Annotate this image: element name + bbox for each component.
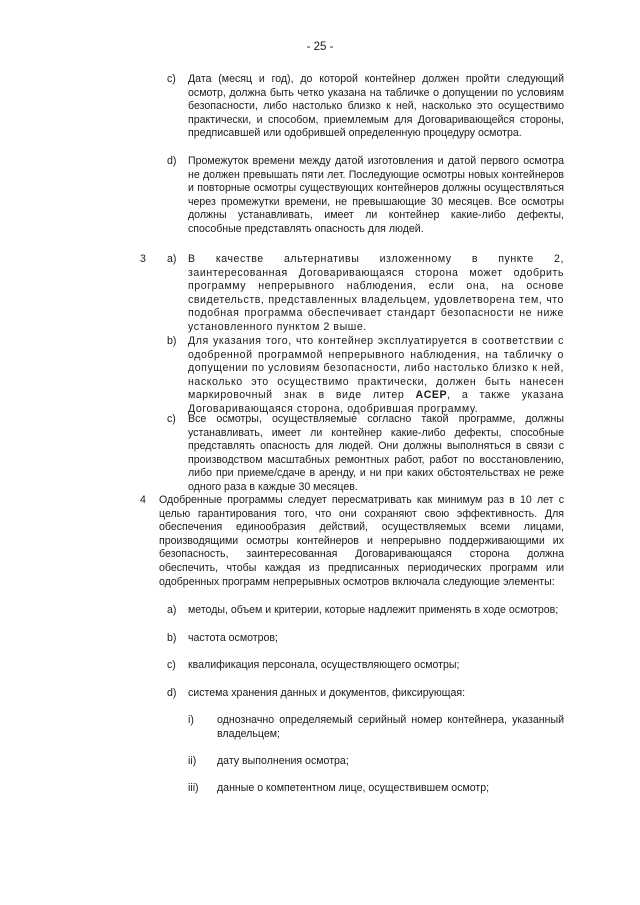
- sublist-text: данные о компетентном лице, осуществившем осмотр;: [217, 782, 490, 794]
- subparagraph-text: Дата (месяц и год), до которой контейнер должен пройти следующий осмотр, должна быть четко указана на табличке о допущении по условиям безопасности, либо настолько близко к ней, насколько это осуществимо практически, и способом, приемлемым для Договаривающейся стороны, предписавшей или одобрившей определенную процедуру осмотра.: [188, 73, 564, 140]
- sublist-marker: iii): [188, 782, 199, 794]
- text-segment: , а также указана Договаривающаяся сторона, одобрившая программу.: [188, 389, 564, 415]
- subparagraph-text: Промежуток времени между датой изготовления и датой первого осмотра не должен превышать пяти лет. Последующие осмотры новых контейнеров и повторные осмотры существующих контейнеров должны осуществляться через промежутки времени, не превышающие 30 месяцев. Все осмотры должны устанавливать, имеет ли контейнер какие-либо дефекты, способные представлять опасность для людей.: [188, 155, 564, 235]
- subparagraph-text: [188, 335, 564, 417]
- list-text: квалификация персонала, осуществляющего осмотры;: [188, 659, 460, 671]
- sublist-text: дату выполнения осмотра;: [217, 755, 349, 767]
- text-segment: Для указания того, что контейнер эксплуатируется в соответствии с одобренной программой непрерывного наблюдения, на табличку о допущении по условиям безопасности, либо настолько близко к ней, насколько это осуществимо практически, должен быть нанесен маркировочный знак в виде литер: [188, 335, 564, 402]
- subparagraph-marker: b): [167, 335, 177, 347]
- list-marker: a): [167, 604, 177, 616]
- subparagraph-marker: c): [167, 73, 176, 85]
- page-number: - 25 -: [306, 41, 334, 53]
- paragraph-number: 3: [140, 253, 146, 265]
- subparagraph-marker: d): [167, 155, 177, 167]
- list-marker: b): [167, 632, 177, 644]
- sublist-marker: ii): [188, 755, 197, 767]
- subparagraph-text: Все осмотры, осуществляемые согласно такой программе, должны устанавливать, имеет ли контейнер какие-либо дефекты, способные представлять опасность для людей. Они должны выполняться в связи с производством масштабных ремонтных работ, работ по восстановлению, либо при приеме/сдаче в аренду, и ни при каких обстоятельствах не реже одного раза в каждые 30 месяцев.: [188, 413, 564, 493]
- paragraph-text: Одобренные программы следует пересматривать как минимум раз в 10 лет с целью гарантирования того, что они сохраняют свою эффективность. Для обеспечения единообразия действий, осуществляемых всеми лицами, производящими осмотры контейнеров и непрерывно поддерживающими их безопасность, заинтересованная Договаривающаяся сторона должна обеспечить, чтобы каждая из предписанных периодических программ или одобренных программ непрерывных осмотров включала следующие элементы:: [159, 494, 564, 588]
- subparagraph-text: В качестве альтернативы изложенному в пункте 2, заинтересованная Договаривающаяся сторона может одобрить программу непрерывного наблюдения, если она, на основе свидетельств, представленных владельцем, удовлетворена тем, что подобная программа обеспечивает стандарт безопасности не ниже установленного пунктом 2 выше.: [188, 253, 564, 333]
- subparagraph-marker: a): [167, 253, 177, 265]
- list-text: система хранения данных и документов, фиксирующая:: [188, 687, 466, 699]
- paragraph-number: 4: [140, 494, 146, 506]
- sublist-marker: i): [188, 714, 194, 726]
- list-marker: c): [167, 659, 176, 671]
- sublist-text: однозначно определяемый серийный номер контейнера, указанный владельцем;: [217, 714, 564, 740]
- list-text: методы, объем и критерии, которые надлежит применять в ходе осмотров;: [188, 604, 559, 616]
- acep-mark: ACEP: [415, 389, 448, 402]
- list-marker: d): [167, 687, 177, 699]
- subparagraph-marker: c): [167, 413, 176, 425]
- list-text: частота осмотров;: [188, 632, 279, 644]
